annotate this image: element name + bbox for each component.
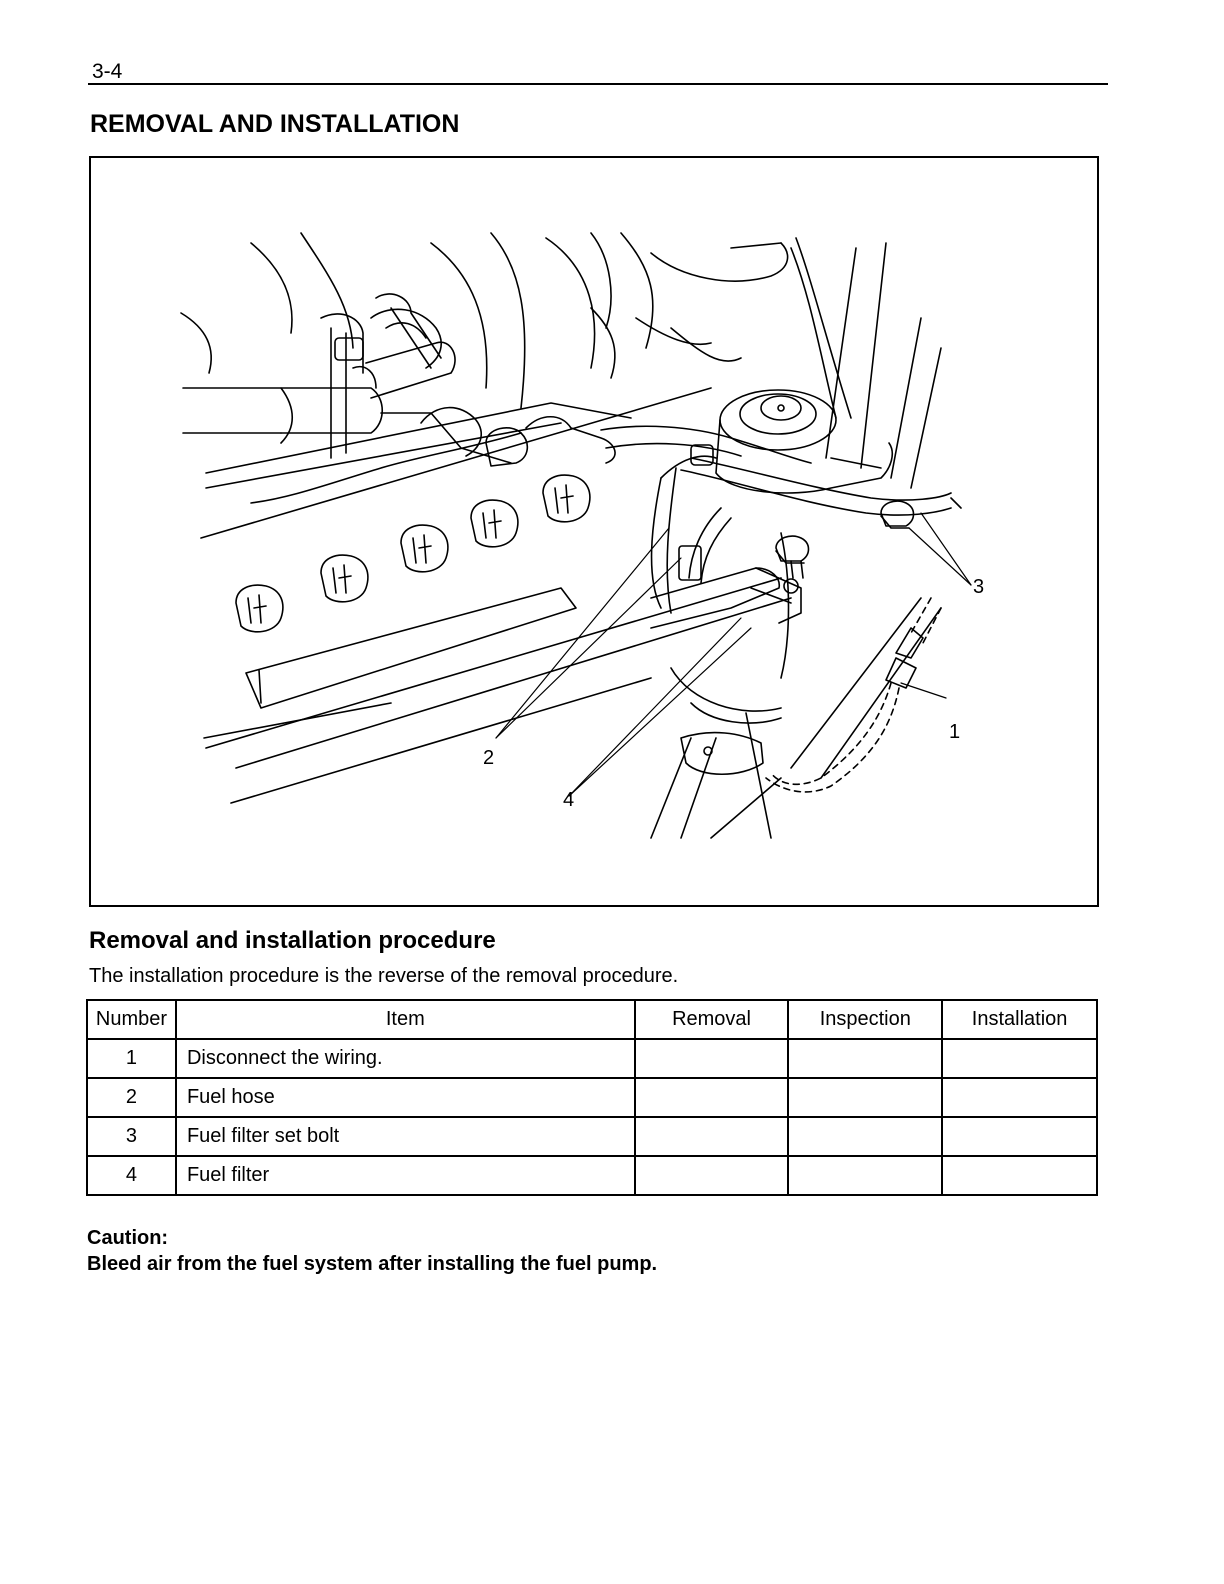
header-inspection: Inspection	[788, 1000, 942, 1039]
row-item: Fuel filter	[176, 1156, 635, 1195]
table-row	[87, 1156, 1097, 1195]
row-number: 1	[87, 1039, 176, 1078]
row-item: Disconnect the wiring.	[176, 1039, 635, 1078]
fuel-filter-illustration	[91, 158, 1097, 905]
table-row	[87, 1117, 1097, 1156]
callout-3: 3	[973, 576, 985, 598]
section-title: REMOVAL AND INSTALLATION	[90, 110, 460, 138]
fuel-filter	[651, 390, 892, 838]
row-installation	[942, 1039, 1097, 1078]
procedure-intro: The installation procedure is the reverse of the removal procedure.	[89, 965, 679, 987]
page-number: 3-4	[92, 60, 123, 83]
header-installation: Installation	[942, 1000, 1097, 1039]
row-installation	[942, 1078, 1097, 1117]
table-row	[87, 1039, 1097, 1078]
row-inspection	[788, 1117, 942, 1156]
procedure-title: Removal and installation procedure	[89, 927, 496, 954]
callout-2: 2	[483, 747, 495, 769]
row-number: 2	[87, 1078, 176, 1117]
row-removal	[635, 1039, 789, 1078]
caution-text: Bleed air from the fuel system after installing the fuel pump.	[87, 1253, 658, 1275]
battery-caps	[236, 475, 590, 632]
battery-terminal	[486, 417, 811, 466]
wiring-connector	[766, 598, 941, 792]
row-removal	[635, 1117, 789, 1156]
row-item: Fuel filter set bolt	[176, 1117, 635, 1156]
row-number: 4	[87, 1156, 176, 1195]
engine-upper-outline	[181, 233, 941, 488]
header-removal: Removal	[635, 1000, 789, 1039]
row-number: 3	[87, 1117, 176, 1156]
header-item: Item	[176, 1000, 635, 1039]
row-removal	[635, 1156, 789, 1195]
row-inspection	[788, 1078, 942, 1117]
row-installation	[942, 1117, 1097, 1156]
header-rule	[88, 83, 1108, 85]
row-installation	[942, 1156, 1097, 1195]
procedure-table	[86, 999, 1098, 1196]
table-row	[87, 1078, 1097, 1117]
header-number: Number	[87, 1000, 176, 1039]
battery-body	[201, 388, 791, 803]
caution-label: Caution:	[87, 1227, 169, 1249]
figure-frame	[89, 156, 1099, 907]
row-inspection	[788, 1039, 942, 1078]
callout-1: 1	[949, 721, 961, 743]
frame-members	[711, 498, 961, 838]
row-removal	[635, 1078, 789, 1117]
fuel-hose	[679, 445, 951, 583]
filter-bracket	[651, 568, 801, 628]
row-item: Fuel hose	[176, 1078, 635, 1117]
table-header-row	[87, 1000, 1097, 1039]
row-inspection	[788, 1156, 942, 1195]
callout-4: 4	[563, 789, 575, 811]
